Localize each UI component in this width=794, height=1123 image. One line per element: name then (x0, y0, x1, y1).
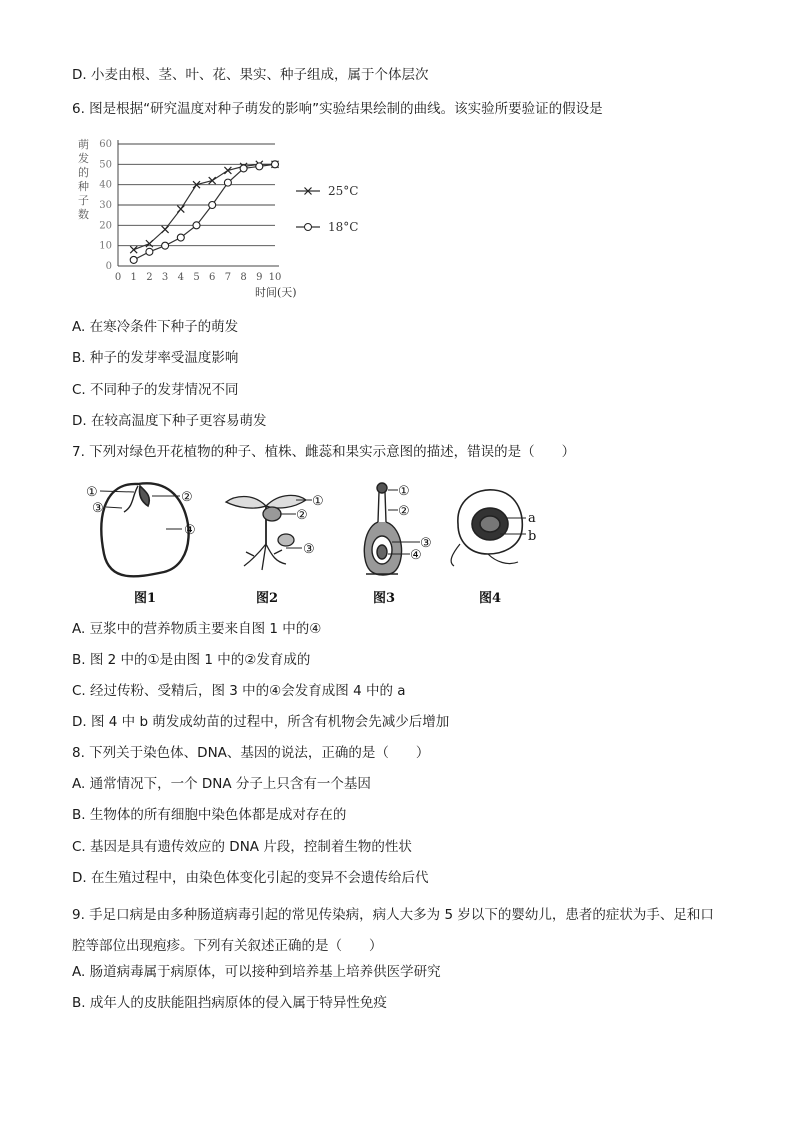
fig1-caption: 图1 (134, 591, 157, 606)
y-axis-label-char: 萌 (78, 138, 89, 151)
q7-figures (76, 474, 546, 609)
data-point-25c (130, 246, 137, 253)
data-point-25c (177, 206, 184, 213)
fig3-label-4: ④ (410, 548, 422, 563)
data-point-18c (256, 163, 263, 170)
x-tick-label: 0 (114, 272, 122, 283)
x-tick-label: 2 (146, 272, 153, 283)
legend-label: 18°C (328, 220, 359, 234)
q9-option-b: B. 成年人的皮肤能阻挡病原体的侵入属于特异性免疫 (72, 995, 387, 1011)
q6-chart (70, 134, 370, 304)
fig4-caption: 图4 (479, 591, 502, 606)
x-tick-label: 5 (193, 272, 200, 283)
figure-2-seedling (226, 495, 312, 570)
q6-option-d: D. 在较高温度下种子更容易萌发 (72, 413, 267, 429)
q7-option-b: B. 图 2 中的①是由图 1 中的②发育成的 (72, 652, 311, 668)
fig4-label-a: a (528, 511, 536, 526)
fig1-label-1: ① (86, 485, 98, 500)
germination-chart (70, 134, 370, 304)
fig3-label-1: ① (398, 484, 410, 499)
x-tick-label: 8 (240, 272, 247, 283)
y-axis-label-char: 数 (78, 208, 89, 221)
y-tick-label: 10 (99, 240, 112, 252)
data-point-18c (146, 248, 153, 255)
q6-stem: 6. 图是根据“研究温度对种子萌发的影响”实验结果绘制的曲线。该实验所要验证的假设是 (72, 101, 603, 117)
q6-option-b: B. 种子的发芽率受温度影响 (72, 350, 239, 366)
fig1-label-2: ② (181, 490, 193, 505)
data-point-25c (209, 177, 216, 184)
data-point-18c (162, 242, 169, 249)
fig2-label-3: ③ (303, 542, 315, 557)
x-tick-label: 7 (224, 272, 232, 283)
prev-option-d: D. 小麦由根、茎、叶、花、果实、种子组成，属于个体层次 (72, 67, 429, 83)
fig2-label-2: ② (296, 508, 308, 523)
legend-marker (305, 224, 312, 231)
x-axis-label: 时间(天) (255, 286, 297, 299)
x-tick-label: 3 (161, 272, 169, 283)
fig1-label-4: ④ (184, 523, 196, 538)
figure-4-fruit (451, 490, 526, 566)
fig3-caption: 图3 (373, 591, 396, 606)
data-point-18c (193, 222, 200, 229)
fig1-label-3: ③ (92, 501, 104, 516)
data-point-18c (130, 256, 137, 263)
legend-label: 25°C (328, 184, 359, 198)
y-axis-label-char: 子 (78, 194, 89, 207)
x-tick-label: 1 (130, 272, 137, 283)
q8-option-d: D. 在生殖过程中，由染色体变化引起的变异不会遗传给后代 (72, 870, 429, 886)
fig2-caption: 图2 (256, 591, 279, 606)
data-point-25c (162, 226, 169, 233)
y-tick-label: 0 (105, 261, 112, 272)
x-tick-label: 6 (209, 272, 216, 283)
q8-stem: 8. 下列关于染色体、DNA、基因的说法，正确的是（ ） (72, 745, 430, 761)
data-point-18c (209, 202, 216, 209)
y-axis-label-char: 的 (78, 166, 89, 179)
q7-option-d: D. 图 4 中 b 萌发成幼苗的过程中，所含有机物会先减少后增加 (72, 714, 450, 730)
q9-option-a: A. 肠道病毒属于病原体，可以接种到培养基上培养供医学研究 (72, 964, 441, 980)
fig3-label-3: ③ (420, 536, 432, 551)
q7-stem: 7. 下列对绿色开花植物的种子、植株、雌蕊和果实示意图的描述，错误的是（ ） (72, 444, 576, 460)
q8-option-b: B. 生物体的所有细胞中染色体都是成对存在的 (72, 807, 347, 823)
q7-option-a: A. 豆浆中的营养物质主要来自图 1 中的④ (72, 621, 322, 637)
figure-1-seed (100, 483, 189, 576)
x-tick-label: 4 (177, 272, 184, 283)
fig2-label-1: ① (312, 494, 324, 509)
y-axis-label-char: 发 (78, 152, 89, 165)
y-tick-label: 20 (99, 220, 112, 232)
q8-option-c: C. 基因是具有遗传效应的 DNA 片段，控制着生物的性状 (72, 839, 412, 855)
q6-option-c: C. 不同种子的发芽情况不同 (72, 382, 239, 398)
y-tick-label: 60 (99, 139, 112, 150)
q9-stem: 9. 手足口病是由多种肠道病毒引起的常见传染病，病人大多为 5 岁以下的婴幼儿，患者的症状为手、足和口腔等部位出现疱疹。下列有关叙述正确的是（ ） (72, 907, 714, 954)
q6-option-a: A. 在寒冷条件下种子的萌发 (72, 319, 239, 335)
data-point-18c (224, 179, 231, 186)
y-tick-label: 30 (99, 200, 112, 211)
data-point-25c (224, 167, 231, 174)
fig4-label-b: b (528, 529, 537, 544)
data-point-18c (272, 161, 279, 168)
plant-diagrams (76, 474, 546, 609)
x-tick-label: 10 (268, 272, 282, 283)
fig3-label-2: ② (398, 504, 410, 519)
series-line-0 (134, 164, 275, 249)
q7-option-c: C. 经过传粉、受精后，图 3 中的④会发育成图 4 中的 a (72, 683, 406, 699)
data-point-18c (177, 234, 184, 241)
y-tick-label: 50 (99, 159, 112, 171)
data-point-18c (240, 165, 247, 172)
x-tick-label: 9 (256, 272, 263, 283)
y-tick-label: 40 (99, 179, 112, 191)
y-axis-label-char: 种 (78, 180, 89, 193)
q8-option-a: A. 通常情况下，一个 DNA 分子上只含有一个基因 (72, 776, 371, 792)
